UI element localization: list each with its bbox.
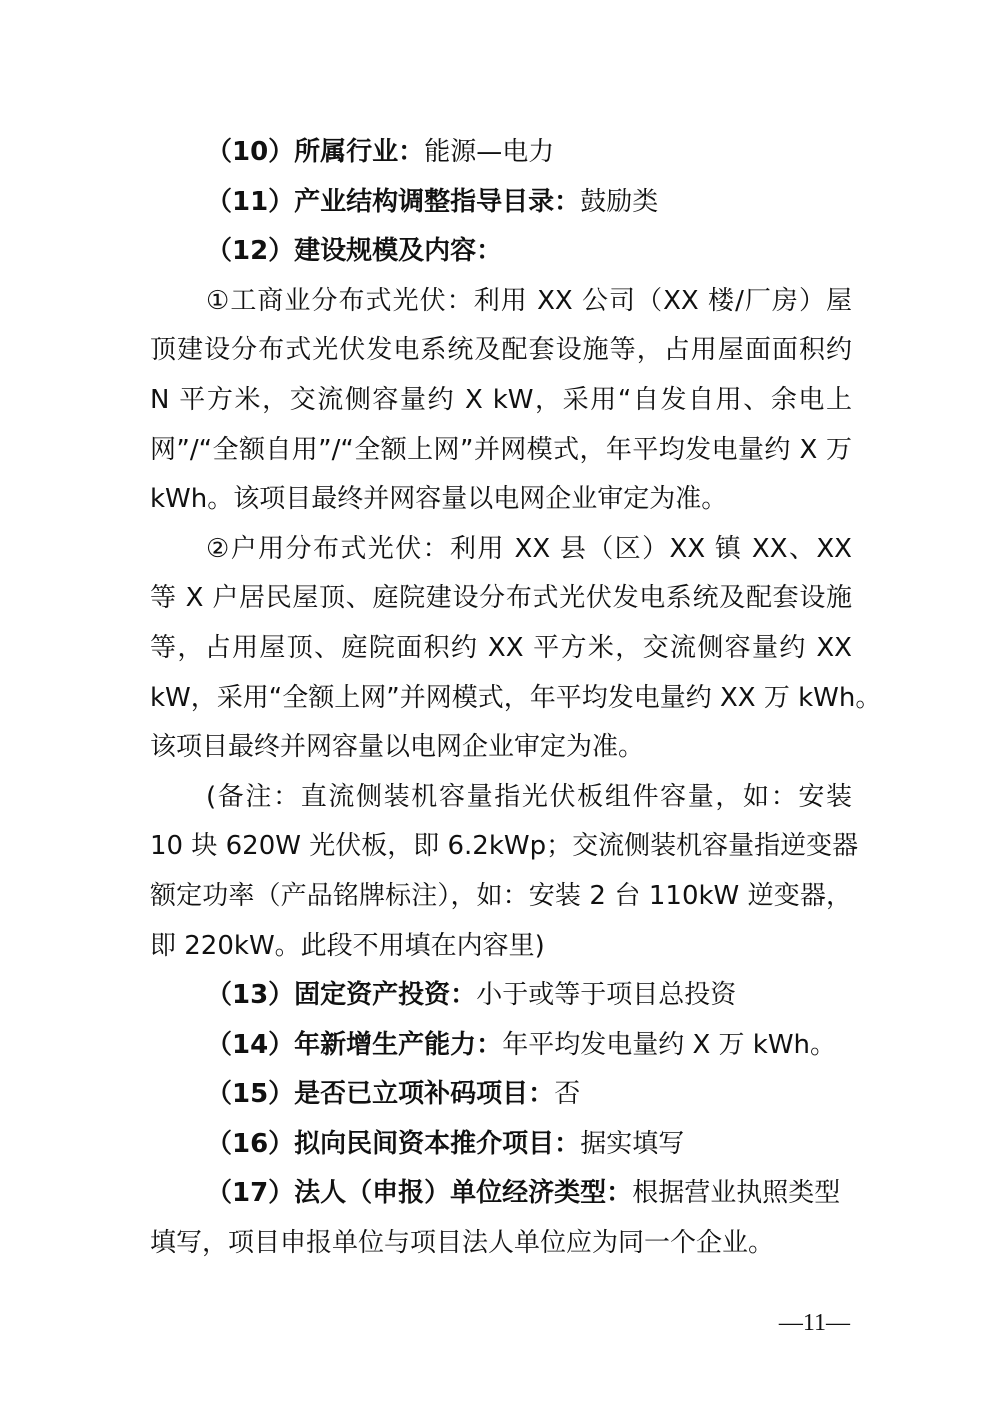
- paragraph-line: 等 X 户居民屋顶、庭院建设分布式光伏发电系统及配套设施: [150, 583, 852, 614]
- item-17-continuation: 填写，项目申报单位与项目法人单位应为同一个企业。: [150, 1228, 775, 1259]
- paragraph-line: ①工商业分布式光伏：利用 XX 公司（XX 楼/厂房）屋: [206, 285, 852, 316]
- item-label: （11）产业结构调整指导目录：: [206, 186, 581, 217]
- item-12: [150, 227, 852, 277]
- item-14: [150, 1021, 852, 1071]
- note-line: (备注：直流侧装机容量指光伏板组件容量，如：安装: [206, 781, 852, 812]
- item-label: （13）固定资产投资：: [206, 980, 477, 1011]
- paragraph-line: N 平方米，交流侧容量约 X kW，采用“自发自用、余电上: [150, 384, 852, 415]
- item-16: [150, 1120, 852, 1170]
- paragraph-line: 等，占用屋顶、庭院面积约 XX 平方米，交流侧容量约 XX: [150, 632, 852, 663]
- item-label: （10）所属行业：: [206, 137, 425, 167]
- paragraph-line: 网”/“全额自用”/“全额上网”并网模式，年平均发电量约 X 万: [150, 434, 852, 465]
- item-label: （17）法人（申报）单位经济类型：: [206, 1178, 633, 1209]
- page-number: —11—: [778, 1310, 850, 1336]
- item-value: 据实填写: [580, 1128, 685, 1159]
- item-value: 根据营业执照类型: [632, 1178, 841, 1209]
- item-label: （15）是否已立项补码项目：: [206, 1079, 555, 1110]
- item-17: [150, 1169, 852, 1219]
- paragraph-line: 该项目最终并网容量以电网企业审定为准。: [150, 732, 645, 763]
- item-13: [150, 971, 852, 1021]
- item-value: 能源—电力: [424, 137, 555, 167]
- paragraph-line: kWh。该项目最终并网容量以电网企业审定为准。: [150, 484, 728, 515]
- note-line: 10 块 620W 光伏板，即 6.2kWp；交流侧装机容量指逆变器: [150, 831, 859, 862]
- paragraph-line: kW，采用“全额上网”并网模式，年平均发电量约 XX 万 kWh。: [150, 682, 882, 713]
- item-10: [150, 128, 852, 178]
- note-line: 即 220kW。此段不用填在内容里): [150, 930, 545, 961]
- item-label: （14）年新增生产能力：: [206, 1029, 503, 1060]
- item-label: （16）拟向民间资本推介项目：: [206, 1128, 581, 1159]
- item-11: [150, 178, 852, 228]
- paragraph-line: 顶建设分布式光伏发电系统及配套设施等，占用屋面面积约: [150, 335, 852, 366]
- paragraph-line: ②户用分布式光伏：利用 XX 县（区）XX 镇 XX、XX: [206, 533, 852, 564]
- item-value: 鼓励类: [580, 186, 659, 217]
- item-label: （12）建设规模及内容：: [206, 236, 503, 267]
- item-value: 小于或等于项目总投资: [476, 980, 737, 1011]
- item-15: [150, 1070, 852, 1120]
- note-line: 额定功率（产品铭牌标注），如：安装 2 台 110kW 逆变器，: [150, 880, 852, 911]
- document-body: [150, 128, 882, 1269]
- item-value: 年平均发电量约 X 万 kWh。: [502, 1029, 837, 1060]
- item-value: 否: [554, 1079, 581, 1110]
